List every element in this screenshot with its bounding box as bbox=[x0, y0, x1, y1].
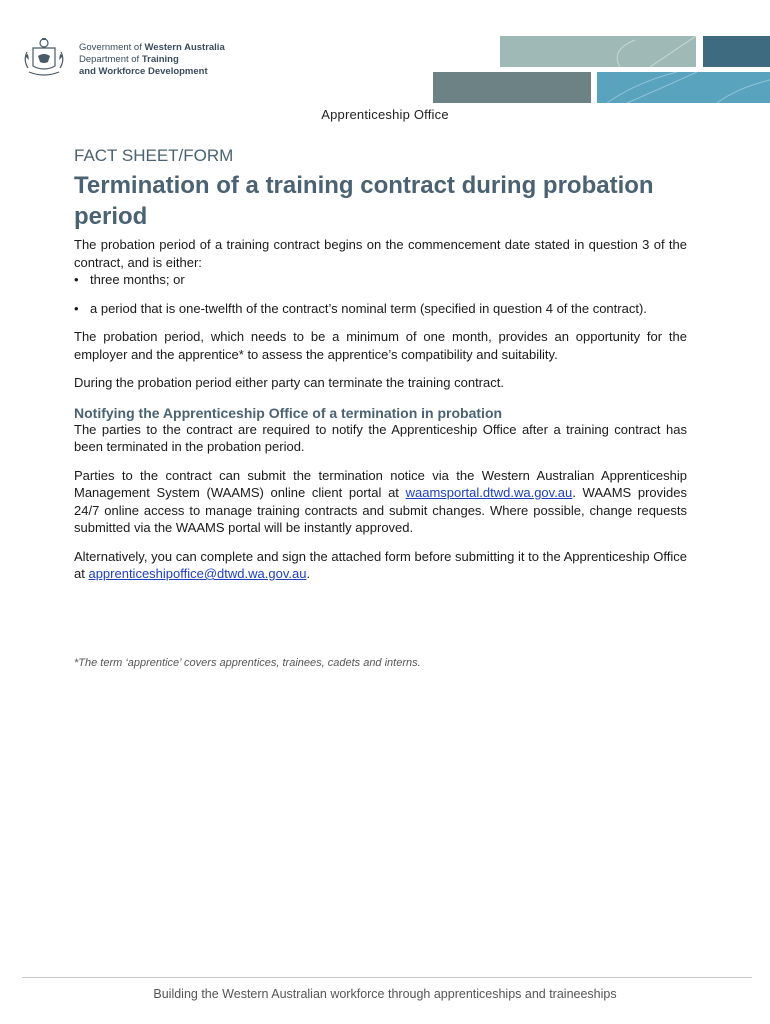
bullet-item-1: • three months; or bbox=[74, 272, 185, 287]
alternative-paragraph: Alternatively, you can complete and sign the attached form before submitting it to the Apprenticeship Office at apprenticeshipoffice@dtwd.wa.gov.au. bbox=[74, 548, 687, 581]
bullet-dot-icon: • bbox=[74, 300, 79, 316]
banner-block-light bbox=[500, 36, 696, 67]
probation-purpose-paragraph: The probation period, which needs to be a minimum of one month, provides an opportunity for the employer and the apprentice* to assess the apprentice’s compatibility and suitability. bbox=[74, 329, 687, 362]
termination-paragraph: During the probation period either party can terminate the training contract. bbox=[74, 375, 504, 390]
intro-paragraph: The probation period of a training contract begins on the commencement date stated in question 3 of the contract, and is either: bbox=[74, 237, 687, 270]
banner-lines-decoration bbox=[597, 72, 770, 103]
notify-paragraph: The parties to the contract are required to notify the Apprenticeship Office after a training contract has been terminated in the probation period. bbox=[74, 421, 687, 454]
document-title: Termination of a training contract during probation period bbox=[74, 172, 654, 230]
apprentice-footnote: *The term ‘apprentice’ covers apprentices, trainees, cadets and interns. bbox=[74, 657, 421, 669]
waams-paragraph: Parties to the contract can submit the termination notice via the Western Australian Apprenticeship Management System (WAAMS) online client portal at waamsportal.dtwd.wa.gov.au. WAAMS provides 24/7 online access to manage training contracts and submit changes. Where possible, change requests submitted via the WAAMS portal will be instantly approved. bbox=[74, 467, 687, 535]
section-heading: Notifying the Apprenticeship Office of a termination in probation bbox=[74, 404, 503, 421]
waams-portal-link[interactable]: waamsportal.dtwd.wa.gov.au bbox=[405, 485, 573, 500]
banner-curve-decoration bbox=[500, 36, 696, 67]
department-name bbox=[79, 42, 225, 78]
banner-block-dark bbox=[703, 36, 770, 67]
office-email-link[interactable]: apprenticeshipoffice@dtwd.wa.gov.au bbox=[88, 566, 307, 581]
document-body bbox=[74, 146, 687, 594]
office-name: Apprenticeship Office bbox=[321, 107, 449, 122]
wa-crest-icon bbox=[19, 36, 69, 78]
gov-line-1: Government of Western Australia bbox=[79, 42, 225, 53]
banner-block-grey bbox=[433, 72, 591, 103]
bullet-dot-icon: • bbox=[74, 272, 79, 287]
footer-divider bbox=[22, 977, 752, 978]
gov-line-2: Department of Training bbox=[79, 54, 179, 65]
footer-tagline: Building the Western Australian workforce through apprenticeships and traineeships bbox=[153, 987, 617, 1001]
banner-block-blue bbox=[597, 72, 770, 103]
gov-line-3: and Workforce Development bbox=[79, 66, 208, 77]
bullet-item-2: • a period that is one-twelfth of the contract’s nominal term (specified in question 4 of the contract). bbox=[74, 300, 647, 316]
fact-sheet-label: FACT SHEET/FORM bbox=[74, 146, 234, 165]
